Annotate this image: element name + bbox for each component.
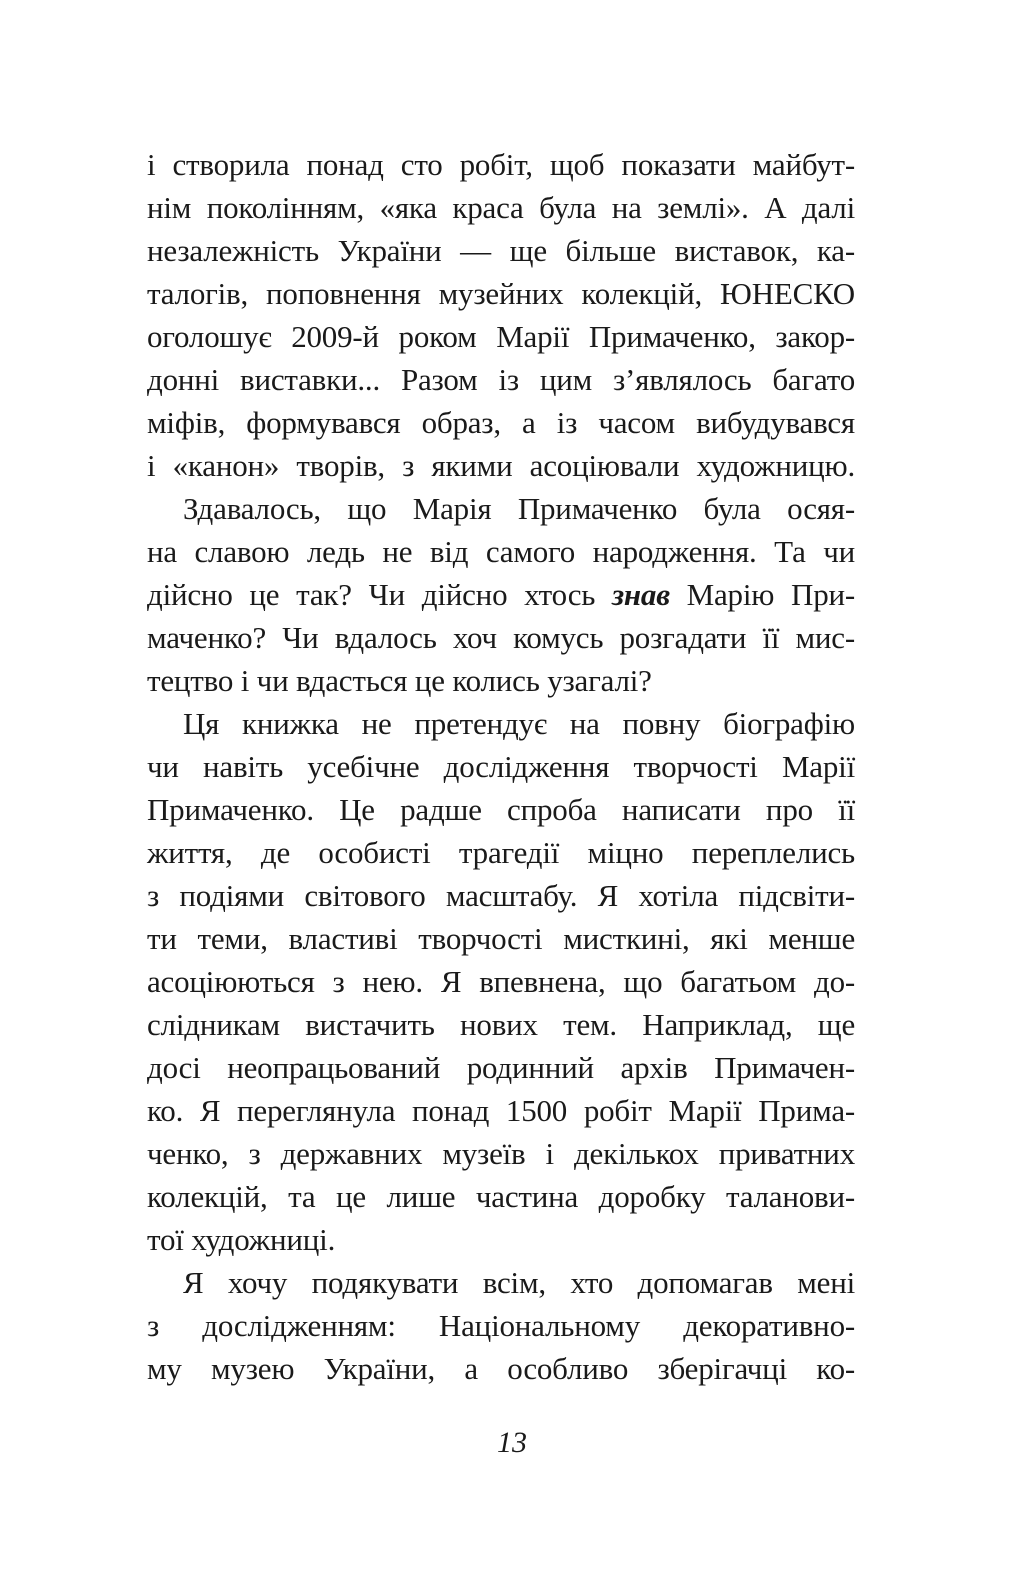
text-line: чи навіть усебічне дослідження творчості Марії bbox=[147, 749, 855, 784]
text-line: міфів, формувався образ, а із часом вибудувався bbox=[147, 405, 855, 440]
text-line: незалежність України — ще більше виставок, ка- bbox=[147, 233, 855, 268]
book-page-text bbox=[147, 143, 855, 1390]
text-line: талогів, поповнення музейних колекцій, ЮНЕСКО bbox=[147, 276, 855, 311]
text-line: на славою ледь не від самого народження. Та чи bbox=[147, 534, 855, 569]
paragraph-2 bbox=[147, 487, 855, 702]
text-line: досі неопрацьований родинний архів Примачен- bbox=[147, 1050, 855, 1085]
text-line: ченко, з державних музеїв і декількох приватних bbox=[147, 1136, 855, 1171]
text-line: Я хочу подякувати всім, хто допомагав мені bbox=[183, 1265, 855, 1300]
text-segment: Марію При- bbox=[669, 577, 856, 612]
text-line: Примаченко. Це радше спроба написати про її bbox=[147, 792, 855, 827]
text-line: з подіями світового масштабу. Я хотіла підсвіти- bbox=[147, 878, 855, 913]
text-line: му музею України, а особливо зберігачці ко- bbox=[147, 1351, 855, 1386]
text-line: ко. Я переглянула понад 1500 робіт Марії Прима- bbox=[147, 1093, 855, 1128]
paragraph-4 bbox=[147, 1261, 855, 1390]
paragraph-3 bbox=[147, 702, 855, 1261]
text-line: і «канон» творів, з якими асоціювали художницю. bbox=[147, 448, 855, 483]
text-line: з дослідженням: Національному декоративно- bbox=[147, 1308, 855, 1343]
paragraph-1 bbox=[147, 143, 855, 487]
text-line: життя, де особисті трагедії міцно переплелись bbox=[147, 835, 855, 870]
text-line: Здавалось, що Марія Примаченко була осяя- bbox=[183, 491, 855, 526]
text-line: слідникам вистачить нових тем. Наприклад, ще bbox=[147, 1007, 855, 1042]
emphasized-word: знав bbox=[611, 577, 670, 612]
text-line: донні виставки... Разом із цим з’являлось багато bbox=[147, 362, 855, 397]
text-line: ти теми, властиві творчості мисткині, які менше bbox=[147, 921, 855, 956]
text-line: асоціюються з нею. Я впевнена, що багатьом до- bbox=[147, 964, 855, 999]
page-number: 13 bbox=[497, 1426, 527, 1459]
text-line: і створила понад сто робіт, щоб показати майбут- bbox=[147, 147, 855, 182]
text-segment: дійсно це так? Чи дійсно хтось bbox=[147, 577, 612, 612]
text-line: Ця книжка не претендує на повну біографію bbox=[183, 706, 855, 741]
text-line: оголошує 2009-й роком Марії Примаченко, закор- bbox=[147, 319, 855, 354]
text-line: тої художниці. bbox=[147, 1222, 336, 1257]
text-line: тецтво і чи вдасться це колись узагалі? bbox=[147, 663, 652, 698]
text-line-with-emphasis bbox=[147, 573, 855, 616]
text-line: колекцій, та це лише частина доробку таланови- bbox=[147, 1179, 855, 1214]
text-line: нім поколінням, «яка краса була на землі». А далі bbox=[147, 190, 855, 225]
text-line: маченко? Чи вдалось хоч комусь розгадати її мис- bbox=[147, 620, 855, 655]
